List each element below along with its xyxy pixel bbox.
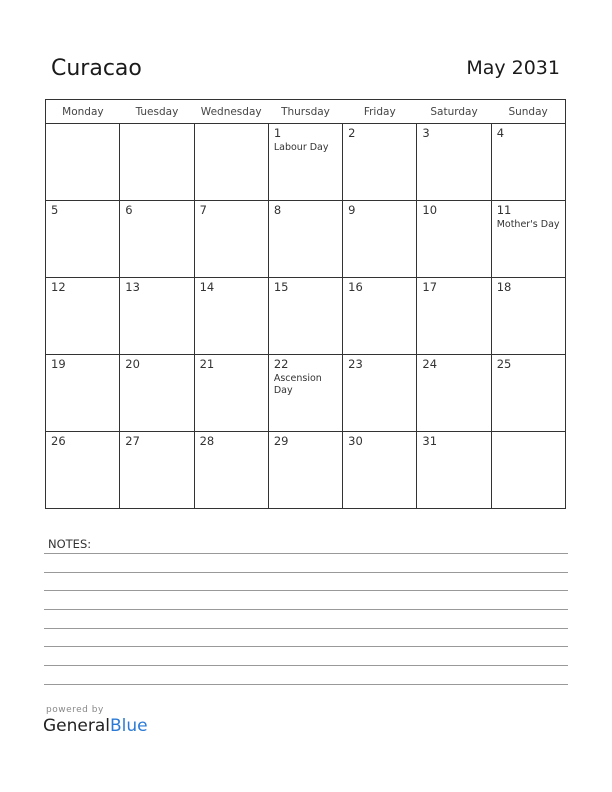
calendar-day-cell[interactable]: [343, 355, 417, 432]
calendar-day-cell[interactable]: [268, 355, 342, 432]
day-number: 21: [199, 357, 215, 371]
holiday-label: [492, 294, 565, 296]
calendar-day-cell[interactable]: [268, 278, 342, 355]
calendar-week-row: [46, 201, 566, 278]
day-number: 28: [199, 434, 215, 448]
note-line: [44, 665, 568, 666]
calendar-week-row: [46, 432, 566, 509]
holiday-label: Mother's Day: [496, 219, 560, 230]
day-number: 18: [496, 280, 512, 294]
calendar-day-cell[interactable]: [491, 355, 565, 432]
day-number: 23: [348, 357, 363, 371]
calendar-day-cell[interactable]: [491, 201, 565, 278]
holiday-label: [195, 371, 268, 373]
calendar-day-cell[interactable]: [417, 278, 491, 355]
holiday-label: [120, 127, 193, 129]
weekday-header: Tuesday: [120, 100, 194, 124]
day-number: 12: [51, 280, 66, 294]
calendar-day-cell[interactable]: [343, 124, 417, 201]
calendar-day-cell[interactable]: [120, 124, 194, 201]
holiday-label: [343, 371, 416, 373]
note-line: [44, 572, 568, 573]
calendar-day-cell[interactable]: [120, 432, 194, 509]
day-number: 15: [273, 280, 289, 294]
holiday-label: [343, 448, 416, 450]
calendar-week-row: [46, 278, 566, 355]
note-line: [44, 684, 568, 685]
note-line: [44, 628, 568, 629]
calendar-day-cell[interactable]: [491, 432, 565, 509]
holiday-label: [46, 127, 119, 129]
day-number: 22: [273, 357, 289, 371]
calendar-day-cell[interactable]: [120, 201, 194, 278]
day-number: 27: [125, 434, 140, 448]
day-number: 13: [125, 280, 140, 294]
day-number: 3: [422, 126, 430, 140]
calendar-day-cell[interactable]: [120, 355, 194, 432]
day-number: 10: [422, 203, 438, 217]
calendar-day-cell[interactable]: [268, 124, 342, 201]
day-number: 5: [51, 203, 59, 217]
holiday-label: [417, 140, 490, 142]
weekday-header: Wednesday: [194, 100, 268, 124]
day-number: 7: [199, 203, 207, 217]
holiday-label: [269, 448, 342, 450]
weekday-header: Saturday: [417, 100, 491, 124]
calendar-country-title: Curacao: [51, 56, 142, 81]
calendar-day-cell[interactable]: [491, 278, 565, 355]
calendar-day-cell[interactable]: [417, 124, 491, 201]
day-number: 8: [273, 203, 282, 217]
day-number: 26: [51, 434, 66, 448]
calendar-day-cell[interactable]: [194, 124, 268, 201]
note-line: [44, 646, 568, 647]
holiday-label: [269, 217, 342, 219]
calendar-day-cell[interactable]: [268, 201, 342, 278]
day-number: 6: [125, 203, 133, 217]
holiday-label: [343, 217, 416, 219]
day-number: 1: [273, 126, 282, 140]
holiday-label: [120, 448, 193, 450]
holiday-label: [417, 371, 490, 373]
note-line: [44, 590, 568, 591]
calendar-month-title: May 2031: [466, 57, 560, 79]
calendar-body: [46, 124, 566, 509]
calendar-day-cell[interactable]: [194, 432, 268, 509]
day-number: 2: [348, 126, 356, 140]
calendar-day-cell[interactable]: [46, 432, 120, 509]
calendar-day-cell[interactable]: [417, 432, 491, 509]
calendar-week-row: [46, 355, 566, 432]
calendar-day-cell[interactable]: [194, 355, 268, 432]
holiday-label: [120, 371, 193, 373]
calendar-day-cell[interactable]: [46, 201, 120, 278]
note-line: [44, 553, 568, 554]
holiday-label: [492, 371, 565, 373]
holiday-label: [343, 294, 416, 296]
weekday-header: Monday: [46, 100, 120, 124]
brand-general-text: General: [43, 716, 110, 736]
calendar-week-row: [46, 124, 566, 201]
weekday-header-row: [46, 100, 566, 124]
calendar-day-cell[interactable]: [46, 278, 120, 355]
day-number: 20: [125, 357, 140, 371]
calendar-day-cell[interactable]: [194, 278, 268, 355]
holiday-label: [195, 448, 268, 450]
note-line: [44, 609, 568, 610]
calendar-grid: [45, 99, 566, 509]
holiday-label: [417, 294, 490, 296]
day-number: 9: [348, 203, 356, 217]
day-number: 19: [51, 357, 66, 371]
holiday-label: [46, 217, 119, 219]
brand-blue-text: Blue: [110, 716, 148, 736]
calendar-day-cell[interactable]: [417, 355, 491, 432]
day-number: 24: [422, 357, 438, 371]
calendar-day-cell[interactable]: [343, 201, 417, 278]
day-number: 25: [496, 357, 512, 371]
day-number: 30: [348, 434, 363, 448]
calendar-day-cell[interactable]: [491, 124, 565, 201]
calendar-day-cell[interactable]: [343, 432, 417, 509]
calendar-day-cell[interactable]: [194, 201, 268, 278]
day-number: 31: [422, 434, 438, 448]
holiday-label: [195, 294, 268, 296]
generalblue-logo[interactable]: [43, 716, 148, 736]
holiday-label: Ascension Day: [273, 373, 322, 396]
holiday-label: [195, 127, 268, 129]
day-number: 4: [496, 126, 505, 140]
holiday-label: Labour Day: [273, 142, 329, 153]
calendar-day-cell[interactable]: [46, 355, 120, 432]
holiday-label: [492, 435, 565, 437]
calendar-day-cell[interactable]: [343, 278, 417, 355]
holiday-label: [46, 371, 119, 373]
calendar-day-cell[interactable]: [417, 201, 491, 278]
holiday-label: [417, 448, 490, 450]
day-number: 16: [348, 280, 363, 294]
notes-label: NOTES:: [48, 537, 92, 551]
weekday-header: Sunday: [491, 100, 565, 124]
holiday-label: [120, 217, 193, 219]
holiday-label: [492, 140, 565, 142]
holiday-label: [195, 217, 268, 219]
holiday-label: [46, 294, 119, 296]
day-number: 14: [199, 280, 215, 294]
weekday-header: Thursday: [268, 100, 342, 124]
calendar-day-cell[interactable]: [46, 124, 120, 201]
weekday-header: Friday: [343, 100, 417, 124]
calendar-day-cell[interactable]: [120, 278, 194, 355]
holiday-label: [120, 294, 193, 296]
calendar-day-cell[interactable]: [268, 432, 342, 509]
holiday-label: [343, 140, 416, 142]
day-number: 17: [422, 280, 438, 294]
day-number: 11: [496, 203, 512, 217]
holiday-label: [46, 448, 119, 450]
day-number: 29: [273, 434, 289, 448]
holiday-label: [269, 294, 342, 296]
holiday-label: [417, 217, 490, 219]
powered-by-label: powered by: [46, 705, 104, 715]
